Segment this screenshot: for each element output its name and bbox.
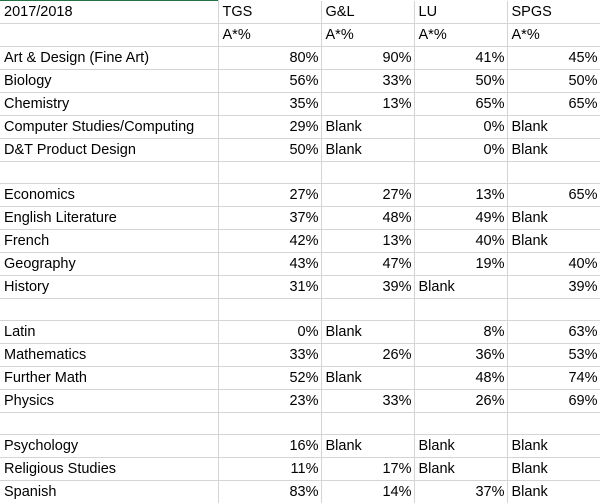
cell-value[interactable]: 33% (218, 344, 321, 367)
cell-value[interactable]: 40% (507, 253, 600, 276)
cell-subject[interactable]: Computer Studies/Computing (0, 116, 218, 139)
cell-value[interactable]: 48% (414, 367, 507, 390)
cell-value[interactable]: 36% (414, 344, 507, 367)
cell-value[interactable]: 14% (321, 481, 414, 503)
cell-value[interactable]: 13% (321, 230, 414, 253)
cell-value[interactable]: 41% (414, 47, 507, 70)
cell-subject[interactable]: Art & Design (Fine Art) (0, 47, 218, 70)
cell-value[interactable]: 69% (507, 390, 600, 413)
cell-value[interactable]: 37% (218, 207, 321, 230)
cell-subject[interactable]: Psychology (0, 435, 218, 458)
table-row (0, 139, 600, 162)
table-row (0, 70, 600, 93)
cell-value[interactable] (321, 413, 414, 435)
cell-value[interactable]: 23% (218, 390, 321, 413)
cell-school-lu[interactable]: LU (414, 1, 507, 24)
table-row (0, 230, 600, 253)
cell-value[interactable] (414, 162, 507, 184)
cell-value[interactable]: Blank (321, 139, 414, 162)
cell-value[interactable]: 33% (321, 70, 414, 93)
cell-metric-lu[interactable]: A*% (414, 24, 507, 47)
table-row-blank (0, 413, 600, 435)
table-row (0, 367, 600, 390)
cell-value[interactable] (218, 413, 321, 435)
cell-value[interactable]: 65% (507, 93, 600, 116)
cell-value[interactable] (321, 162, 414, 184)
table-row (0, 253, 600, 276)
cell-value[interactable]: Blank (507, 139, 600, 162)
cell-value[interactable] (218, 299, 321, 321)
cell-subject[interactable]: Further Math (0, 367, 218, 390)
cell-value[interactable]: Blank (507, 230, 600, 253)
table-row (0, 276, 600, 299)
cell-school-tgs[interactable]: TGS (218, 1, 321, 24)
header-row-schools (0, 1, 600, 24)
cell-subject[interactable]: Mathematics (0, 344, 218, 367)
cell-value[interactable]: 56% (218, 70, 321, 93)
table-row (0, 207, 600, 230)
cell-value[interactable]: Blank (414, 276, 507, 299)
cell-school-gl[interactable]: G&L (321, 1, 414, 24)
cell-year[interactable]: 2017/2018 (0, 1, 218, 24)
cell-value[interactable] (321, 299, 414, 321)
cell-empty[interactable] (0, 24, 218, 47)
cell-value[interactable]: 31% (218, 276, 321, 299)
cell-subject[interactable]: Spanish (0, 481, 218, 503)
cell-value[interactable]: 37% (414, 481, 507, 503)
cell-value[interactable]: 26% (321, 344, 414, 367)
cell-value[interactable]: 0% (218, 321, 321, 344)
cell-subject[interactable]: Latin (0, 321, 218, 344)
cell-value[interactable] (218, 162, 321, 184)
table-row (0, 47, 600, 70)
cell-subject[interactable]: French (0, 230, 218, 253)
table-row (0, 184, 600, 207)
cell-value[interactable]: 80% (218, 47, 321, 70)
cell-metric-gl[interactable]: A*% (321, 24, 414, 47)
grid-body (0, 1, 600, 503)
cell-subject[interactable]: Economics (0, 184, 218, 207)
cell-value[interactable]: 65% (414, 93, 507, 116)
table-row (0, 458, 600, 481)
cell-value[interactable]: Blank (321, 367, 414, 390)
cell-value[interactable]: 48% (321, 207, 414, 230)
cell-value[interactable] (507, 299, 600, 321)
cell-value[interactable]: 45% (507, 47, 600, 70)
cell-value[interactable]: Blank (414, 458, 507, 481)
table-row (0, 481, 600, 503)
cell-value[interactable]: 17% (321, 458, 414, 481)
cell-subject[interactable] (0, 299, 218, 321)
cell-value[interactable]: 52% (218, 367, 321, 390)
cell-value[interactable]: Blank (507, 116, 600, 139)
table-row (0, 116, 600, 139)
cell-value[interactable]: 35% (218, 93, 321, 116)
cell-subject[interactable]: English Literature (0, 207, 218, 230)
table-row-blank (0, 299, 600, 321)
cell-value[interactable]: 65% (507, 184, 600, 207)
cell-value[interactable] (507, 413, 600, 435)
cell-value[interactable]: 43% (218, 253, 321, 276)
cell-value[interactable]: 26% (414, 390, 507, 413)
cell-value[interactable]: 40% (414, 230, 507, 253)
cell-value[interactable]: 27% (321, 184, 414, 207)
cell-value[interactable]: 39% (321, 276, 414, 299)
table-row-blank (0, 162, 600, 184)
cell-value[interactable]: 13% (414, 184, 507, 207)
cell-value[interactable]: 11% (218, 458, 321, 481)
header-row-metric (0, 24, 600, 47)
cell-value[interactable]: Blank (414, 435, 507, 458)
cell-value[interactable] (414, 299, 507, 321)
cell-value[interactable] (507, 162, 600, 184)
cell-value[interactable]: Blank (507, 435, 600, 458)
cell-value[interactable]: 29% (218, 116, 321, 139)
cell-value[interactable]: 74% (507, 367, 600, 390)
cell-value[interactable]: 49% (414, 207, 507, 230)
cell-value[interactable]: 63% (507, 321, 600, 344)
cell-value[interactable]: 50% (507, 70, 600, 93)
cell-value[interactable]: 0% (414, 139, 507, 162)
table-row (0, 93, 600, 116)
cell-subject[interactable]: Geography (0, 253, 218, 276)
cell-value[interactable]: 0% (414, 116, 507, 139)
cell-value[interactable]: Blank (507, 458, 600, 481)
cell-value[interactable]: Blank (321, 321, 414, 344)
cell-value[interactable]: 27% (218, 184, 321, 207)
table-row (0, 435, 600, 458)
table-row (0, 321, 600, 344)
cell-value[interactable]: 53% (507, 344, 600, 367)
cell-subject[interactable]: Chemistry (0, 93, 218, 116)
cell-value[interactable]: Blank (321, 116, 414, 139)
cell-metric-spgs[interactable]: A*% (507, 24, 600, 47)
cell-subject[interactable] (0, 413, 218, 435)
cell-value[interactable]: Blank (507, 207, 600, 230)
cell-value[interactable]: 50% (218, 139, 321, 162)
cell-value[interactable]: 16% (218, 435, 321, 458)
cell-subject[interactable]: Physics (0, 390, 218, 413)
cell-value[interactable] (414, 413, 507, 435)
cell-value[interactable]: 47% (321, 253, 414, 276)
cell-value[interactable]: 13% (321, 93, 414, 116)
cell-value[interactable]: 50% (414, 70, 507, 93)
cell-subject[interactable]: Biology (0, 70, 218, 93)
cell-value[interactable]: 19% (414, 253, 507, 276)
cell-subject[interactable] (0, 162, 218, 184)
cell-metric-tgs[interactable]: A*% (218, 24, 321, 47)
cell-value[interactable]: 83% (218, 481, 321, 503)
cell-value[interactable]: Blank (321, 435, 414, 458)
cell-value[interactable]: 8% (414, 321, 507, 344)
cell-subject[interactable]: History (0, 276, 218, 299)
cell-subject[interactable]: Religious Studies (0, 458, 218, 481)
cell-value[interactable]: Blank (507, 481, 600, 503)
table-row (0, 390, 600, 413)
cell-value[interactable]: 39% (507, 276, 600, 299)
cell-value[interactable]: 42% (218, 230, 321, 253)
table-row (0, 344, 600, 367)
cell-value[interactable]: 33% (321, 390, 414, 413)
cell-subject[interactable]: D&T Product Design (0, 139, 218, 162)
cell-school-spgs[interactable]: SPGS (507, 1, 600, 24)
cell-value[interactable]: 90% (321, 47, 414, 70)
